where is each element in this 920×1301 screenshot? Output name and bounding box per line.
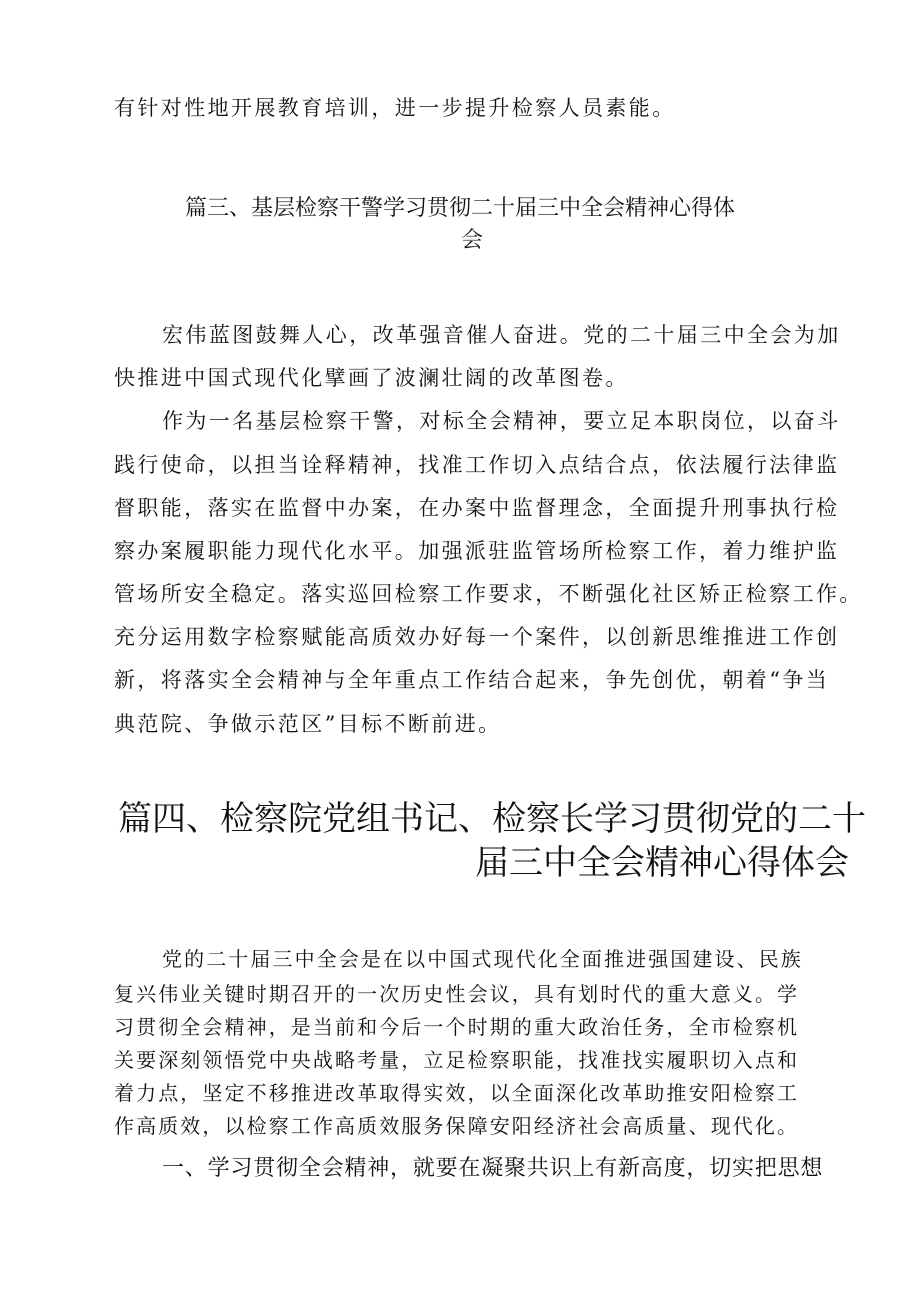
section3-p2-line6: 充分运用数字检察赋能高质效办好每一个案件，以创新思维推进工作创 xyxy=(114,625,840,649)
section4-title-line2: 届三中全会精神心得体会 xyxy=(475,843,849,883)
section3-p2-line8: 典范院、争做示范区”目标不断前进。 xyxy=(114,712,502,736)
section3-p2-line3: 督职能，落实在监督中办案，在办案中监督理念，全面提升刑事执行检 xyxy=(114,496,840,520)
section4-title-line1: 篇四、检察院党组书记、检察长学习贯彻党的二十 xyxy=(118,799,866,839)
section4-p1-line6: 作高质效，以检察工作高质效服务保障安阳经济社会高质量、现代化。 xyxy=(114,1114,800,1138)
section4-subheading-1: 一、学习贯彻全会精神，就要在凝聚共识上有新高度，切实把思想 xyxy=(162,1156,824,1181)
section3-p1-line1: 宏伟蓝图鼓舞人心，改革强音催人奋进。党的二十届三中全会为加 xyxy=(162,323,841,347)
section3-p2-line7: 新，将落实全会精神与全年重点工作结合起来，争先创优，朝着“争当 xyxy=(114,668,830,692)
section4-p1-line2: 复兴伟业关键时期召开的一次历史性会议，具有划时代的重大意义。学 xyxy=(114,982,800,1006)
section3-p2-line2: 践行使命，以担当诠释精神，找准工作切入点结合点，依法履行法律监 xyxy=(114,453,840,477)
section3-p2-line1: 作为一名基层检察干警，对标全会精神，要立足本职岗位，以奋斗 xyxy=(162,409,841,433)
intro-tail-line: 有针对性地开展教育培训，进一步提升检察人员素能。 xyxy=(114,96,676,120)
section3-title-line1: 篇三、基层检察干警学习贯彻二十届三中全会精神心得体 xyxy=(185,196,736,221)
section4-p1-line5: 着力点，坚定不移推进改革取得实效，以全面深化改革助推安阳检察工 xyxy=(114,1081,800,1105)
section3-p2-line4: 察办案履职能力现代化水平。加强派驻监管场所检察工作，着力维护监 xyxy=(114,539,840,563)
section3-title-line2: 会 xyxy=(461,228,484,253)
section4-p1-line3: 习贯彻全会精神，是当前和今后一个时期的重大政治任务，全市检察机 xyxy=(114,1015,800,1039)
section3-p2-line5: 管场所安全稳定。落实巡回检察工作要求，不断强化社区矫正检察工作。 xyxy=(114,582,863,606)
section4-p1-line1: 党的二十届三中全会是在以中国式现代化全面推进强国建设、民族 xyxy=(162,947,803,971)
section4-p1-line4: 关要深刻领悟党中央战略考量，立足检察职能，找准找实履职切入点和 xyxy=(114,1048,800,1072)
section3-p1-line2: 快推进中国式现代化擘画了波澜壮阔的改革图卷。 xyxy=(114,366,629,390)
